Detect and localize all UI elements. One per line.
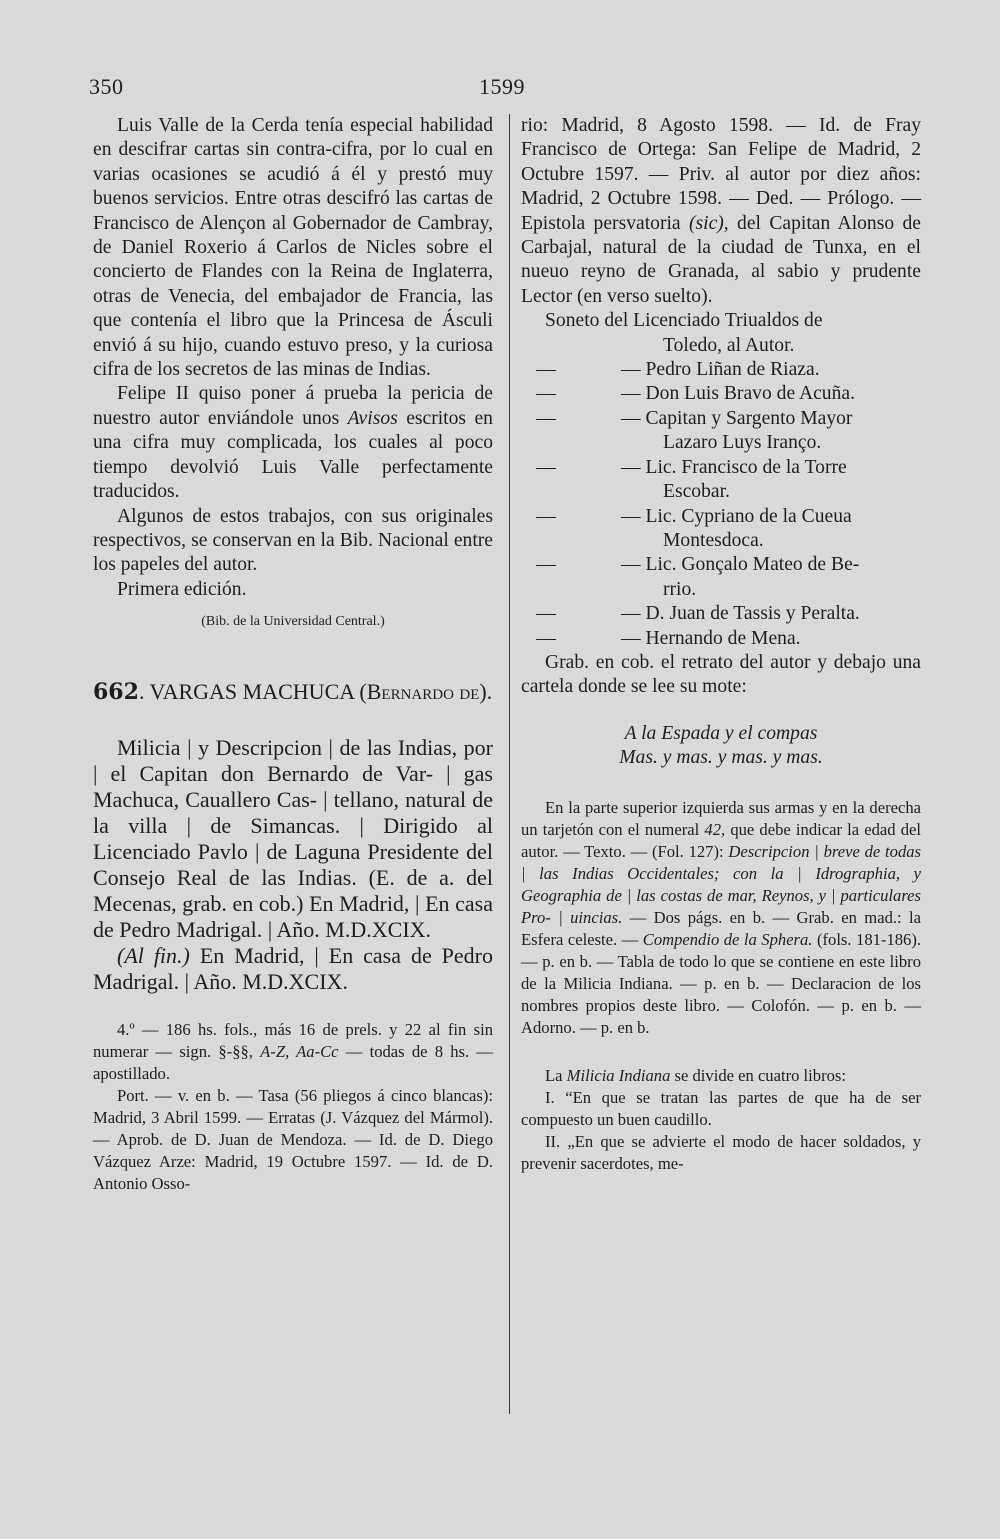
- paragraph-valle-descifrar: Luis Valle de la Cerda tenía especial habilidad en descifrar cartas sin contra-cifra, por lo cual en varias ocasiones se acudió á él y prestó muy buenos servicios. Entre otras descifró las cartas de Francisco de Alençon al Gobernador de Cambray, de Daniel Roxerio á Carlos de Nicles sobre el concierto de Flandes con la Reina de Inglaterra, otras de Venecia, del embajador de Francia, las que contenía el libro que la Princesa de Ásculi envió á su hijo, cuando estuvo preso, y la curiosa cifra de los secretos de las minas de Indias.: [93, 115, 493, 381]
- contents-description: Port. — v. en b. — Tasa (56 pliegos á cinco blancas): Madrid, 3 Abril 1599. — Erratas (J. Vázquez del Mármol). — Aprob. de D. Juan de Mendoza. — Id. de D. Diego Vázquez Arze: Madrid, 19 Octubre 1597. — Id. de D. Antonio Osso-: [93, 1085, 493, 1193]
- paragraph-aprobaciones: rio: Madrid, 8 Agosto 1598. — Id. de Fray Francisco de Ortega: San Felipe de Madrid, 2 Octubre 1597. — Priv. al autor por diez años: Madrid, 2 Octubre 1598. — Ded. — Prólogo. — Epistola persvatoria (sic), del Capitan Alonso de Carbajal, natural de la ciudad de Tunxa, en el nueuo reyno de Granada, al sabio y prudente Lector (en verso suelto).: [521, 115, 921, 307]
- book-title-transcription: Milicia | y Descripcion | de las Indias, por | el Capitan don Bernardo de Var- | gas Machuca, Cauallero Cas- | tellano, natural de la villa | de Simancas. | Dirigido al Licenciado Pavlo | de Laguna Presidente del Consejo Real de las Indias. (E. de a. del Mecenas, grab. en cob.) En Madrid, | En casa de Pedro Madrigal. | Año. M.D.XCIX.: [93, 734, 493, 942]
- column-divider: [509, 114, 510, 1414]
- paragraph-armas: En la parte superior izquierda sus armas y en la derecha un tarjetón con el numeral 42, que debe indicar la edad del autor. — Texto. — (Fol. 127): Descripcion | breve de todas | las Indias Occidentales; con la | Idrographia, y Geographia de | las costas de mar, Reynos, y | particulares Pro- | uincias. — Dos págs. en b. — Grab. en mad.: la Esfera celeste. — Compendio de la Sphera. (fols. 181-186). — p. en b. — Tabla de todo lo que se contiene en este libro de la Milicia Indiana. — p. en b. — Declaracion de los nombres propios deste libro. — Colofón. — p. en b. — Adorno. — p. en b.: [521, 797, 922, 1037]
- soneto-heading-cont: Toledo, al Autor.: [663, 334, 795, 356]
- sonnet-line: — — Lic. Francisco de la Torre: [536, 456, 847, 478]
- sonnet-line: — — Lic. Cypriano de la Cueua: [536, 505, 852, 527]
- motto-line-1: A la Espada y el compas: [624, 722, 818, 744]
- sonnet-line-cont: Escobar.: [663, 481, 730, 503]
- sonnet-line-cont: Lazaro Luys Iranço.: [663, 432, 822, 454]
- paragraph-trabajos: Algunos de estos trabajos, con sus originales respectivos, se conservan en la Bib. Nacional entre los papeles del autor.: [93, 505, 493, 576]
- soneto-heading: Soneto del Licenciado Triualdos de: [545, 310, 823, 332]
- paragraph-libro-ii: II. „En que se advierte el modo de hacer soldados, y prevenir sacerdotes, me-: [521, 1131, 921, 1173]
- sonnet-line-cont: rrio.: [663, 578, 697, 600]
- physical-description: 4.º — 186 hs. fols., más 16 de prels. y 22 al fin sin numerar — sign. §-§§, A-Z, Aa-Cc — todas de 8 hs. — apostillado.: [93, 1019, 493, 1083]
- paragraph-libro-i: I. “En que se tratan las partes de que ha de ser compuesto un buen caudillo.: [521, 1087, 921, 1129]
- colophon-transcription: (Al fin.) En Madrid, | En casa de Pedro Madrigal. | Año. M.D.XCIX.: [93, 942, 493, 994]
- paragraph-grabado: Grab. en cob. el retrato del autor y debajo una cartela donde se lee su mote:: [521, 651, 921, 698]
- sonnet-line: — — Lic. Gonçalo Mateo de Be-: [536, 554, 860, 576]
- left-column: [93, 114, 493, 1195]
- paragraph-felipe-ii: Felipe II quiso poner á prueba la pericia de nuestro autor enviándole unos Avisos escritos en una cifra muy complicada, los cuales al poco tiempo devolvió Luis Valle perfectamente traducidos.: [93, 383, 493, 503]
- sonnet-list: [521, 358, 921, 651]
- entry-heading: 662. VARGAS MACHUCA (Bernardo de).: [93, 678, 493, 705]
- motto-line-2: Mas. y mas. y mas. y mas.: [619, 747, 823, 769]
- page-number: 350: [89, 74, 124, 99]
- library-source: (Bib. de la Universidad Central.): [201, 614, 385, 630]
- sonnet-line: — — Hernando de Mena.: [536, 627, 801, 649]
- sonnet-line: — — Capitan y Sargento Mayor: [536, 407, 853, 429]
- paragraph-libros: La Milicia Indiana se divide en cuatro libros:: [545, 1065, 846, 1085]
- running-head-year: 1599: [479, 74, 525, 99]
- sonnet-line: — — D. Juan de Tassis y Peralta.: [536, 603, 860, 625]
- sonnet-line: — — Pedro Liñan de Riaza.: [536, 359, 820, 381]
- paragraph-primera-edicion: Primera edición.: [117, 578, 247, 600]
- entry-number: 662: [93, 678, 139, 705]
- sonnet-line: — — Don Luis Bravo de Acuña.: [536, 383, 855, 405]
- right-column: [521, 114, 921, 1175]
- sonnet-line-cont: Montesdoca.: [663, 529, 764, 551]
